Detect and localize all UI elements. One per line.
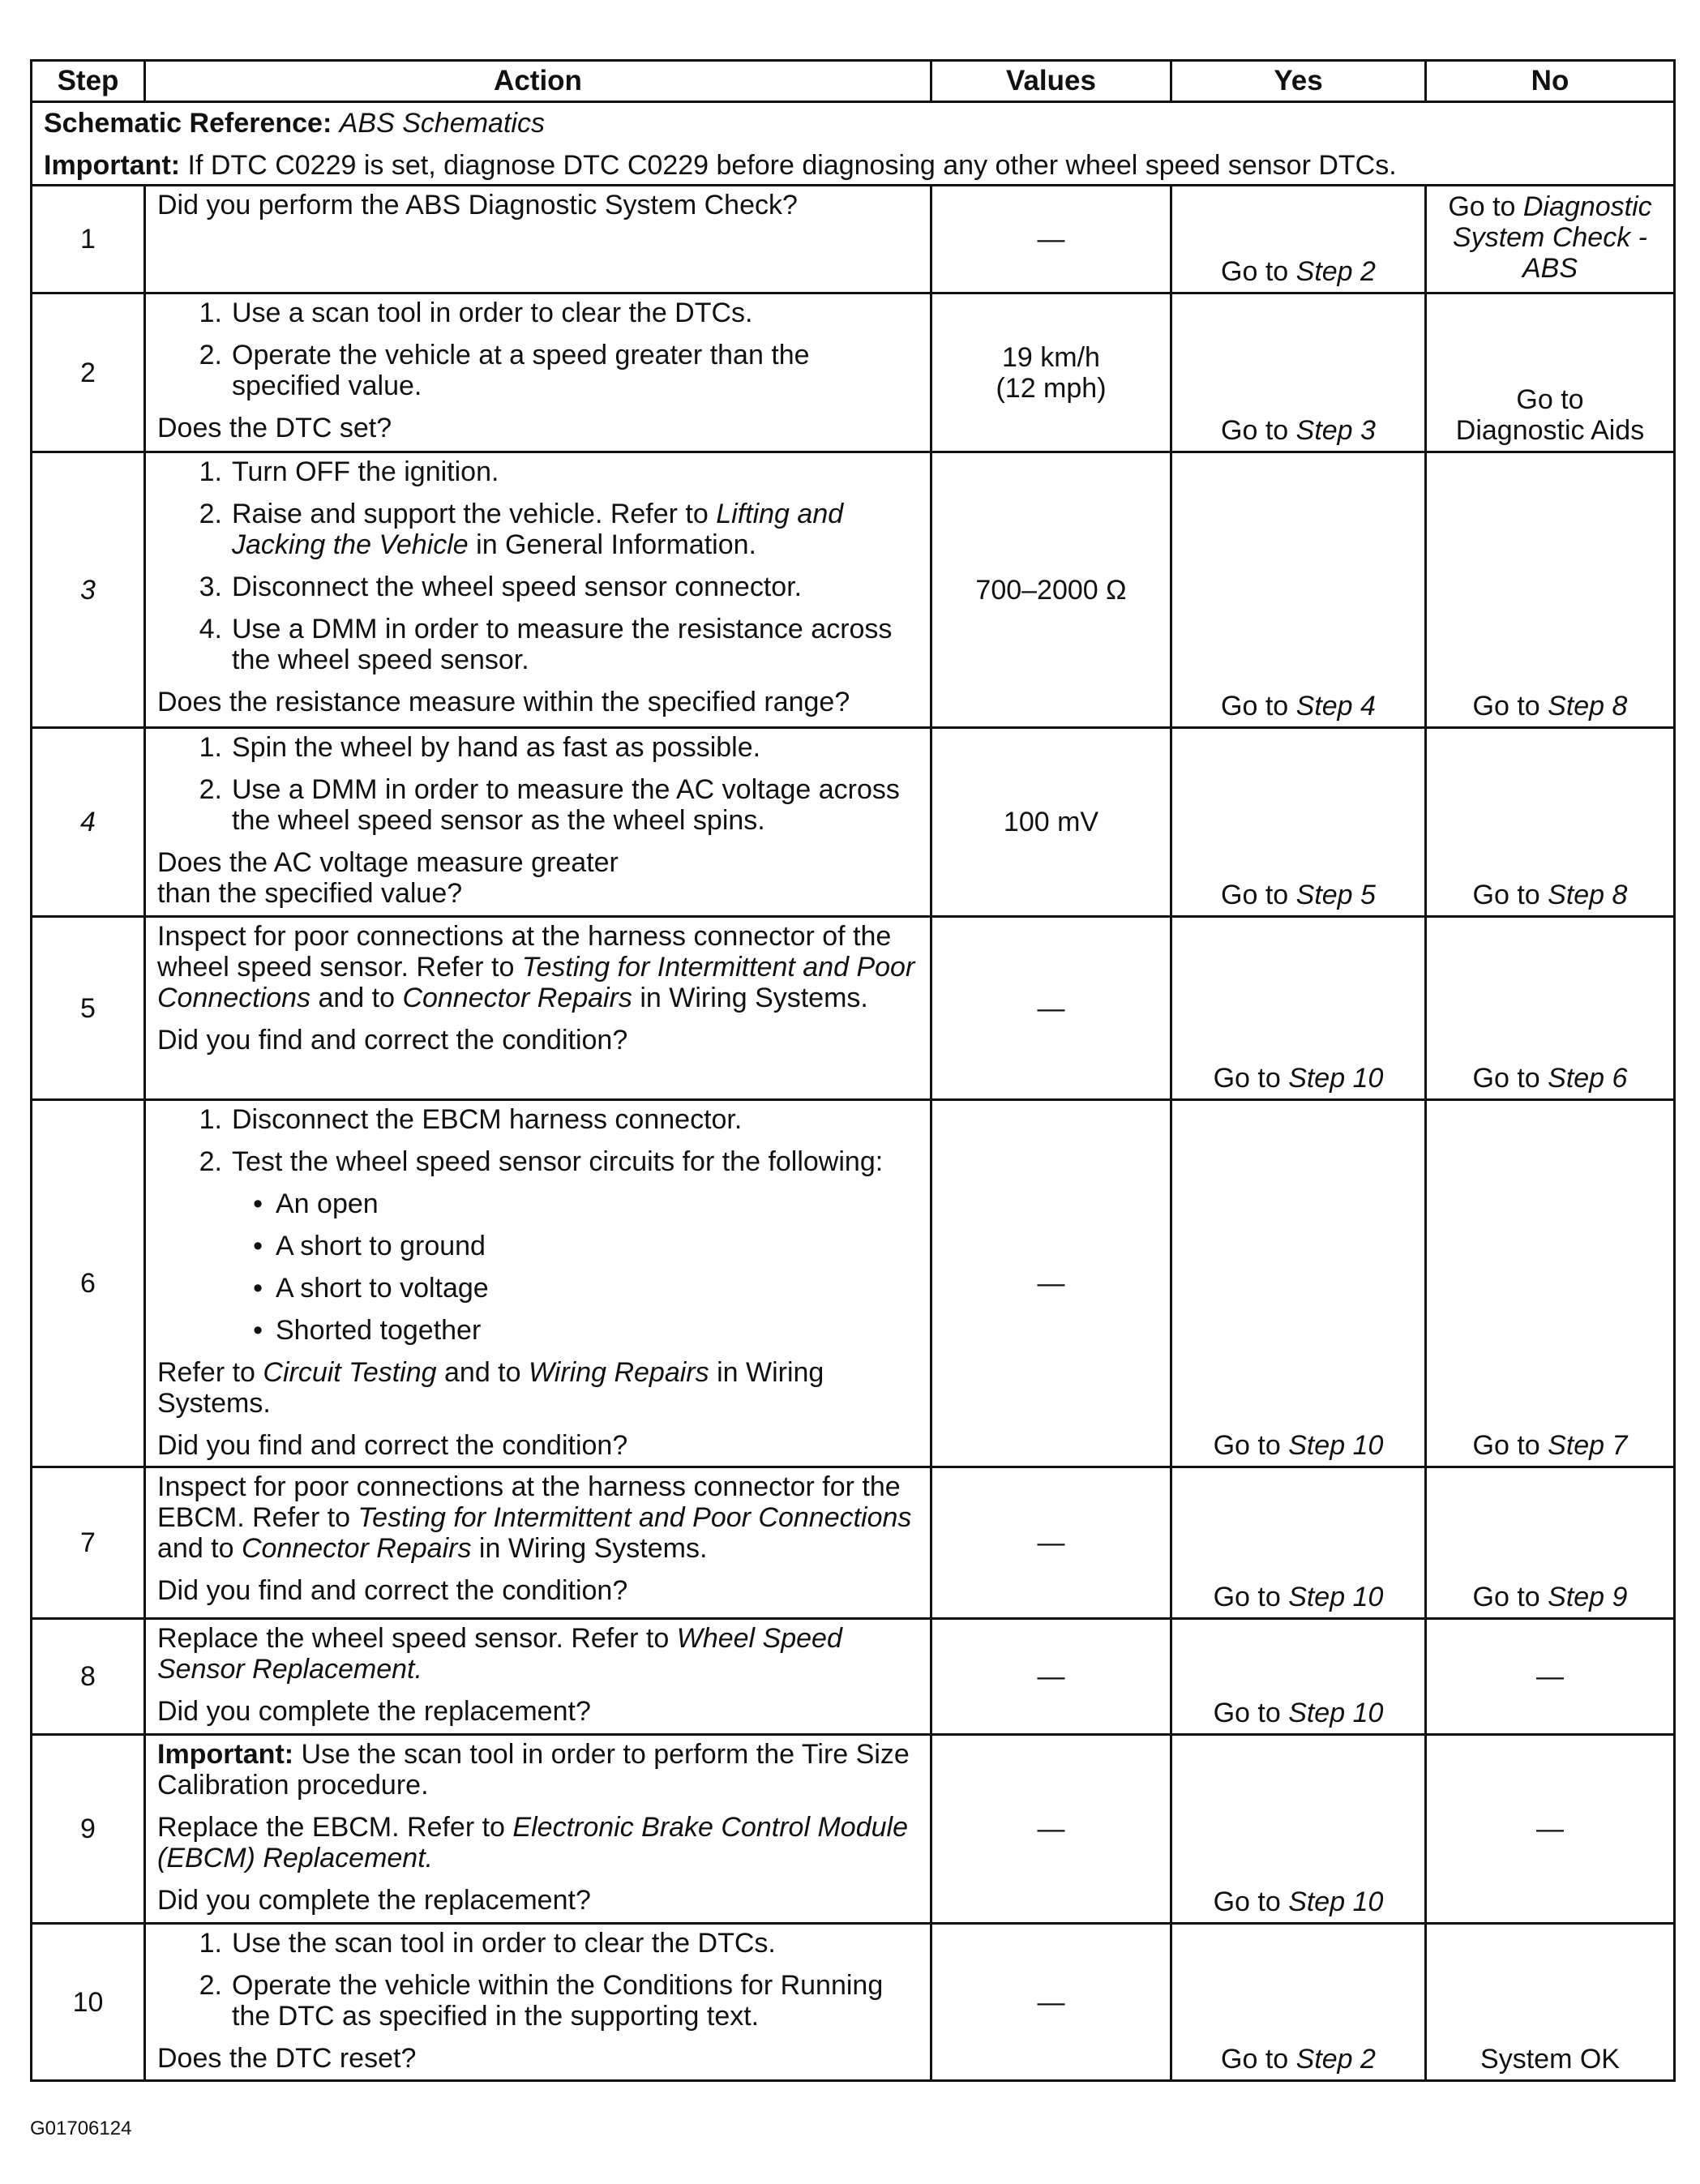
bullet-item: • A short to ground: [253, 1231, 486, 1261]
figure-id: G01706124: [30, 2118, 132, 2139]
yes-instruction: [1172, 1886, 1424, 1917]
reference-link[interactable]: Testing for Intermittent and Poor Connections: [157, 952, 915, 1013]
list-item: 2. Test the wheel speed sensor circuits for the following:: [199, 1146, 884, 1177]
list-item: 2. Operate the vehicle at a speed greater than the specified value.: [199, 340, 810, 401]
yes-text: Go to: [1221, 415, 1296, 446]
step-number: 9: [32, 1735, 145, 1924]
yes-link[interactable]: Step 4: [1295, 691, 1376, 722]
step-instruction: Inspect for poor connections at the harness connector for the EBCM. Refer to Testing for Intermittent and Poor Connections and to Connector Repairs in Wiring Systems.: [157, 1471, 912, 1564]
step-row-5: [32, 917, 1675, 1100]
no-link[interactable]: Step 6: [1548, 1063, 1628, 1094]
no-link[interactable]: Step 7: [1548, 1430, 1628, 1461]
step-action: [145, 1735, 931, 1924]
list-item: 4. Use a DMM in order to measure the resistance across the wheel speed sensor.: [199, 614, 893, 675]
step-number: 3: [32, 452, 145, 728]
yes-instruction: [1172, 1430, 1424, 1461]
step-question: Does the AC voltage measure greater than the specified value?: [157, 847, 619, 909]
action-list: [157, 1104, 922, 1177]
step-number: 5: [32, 917, 145, 1100]
yes-link[interactable]: Step 10: [1288, 1698, 1384, 1728]
yes-text: Go to: [1213, 1582, 1289, 1612]
header-no: No: [1426, 61, 1675, 102]
step-yes: [1171, 917, 1426, 1100]
step-number: 4: [32, 728, 145, 917]
header-row: [32, 61, 1675, 102]
no-link[interactable]: Step 8: [1548, 691, 1628, 722]
yes-link[interactable]: Step 3: [1295, 415, 1376, 446]
step-question: Did you complete the replacement?: [157, 1885, 591, 1916]
reference-link[interactable]: Circuit Testing: [263, 1357, 437, 1388]
yes-instruction: [1172, 1063, 1424, 1094]
step-no: [1426, 1735, 1675, 1924]
step-instruction: Replace the wheel speed sensor. Refer to Wheel Speed Sensor Replacement.: [157, 1623, 842, 1685]
list-item: 2. Operate the vehicle within the Conditions for Running the DTC as specified in the supporting text.: [199, 1970, 884, 2032]
step-action: [145, 1619, 931, 1735]
list-item: 3. Disconnect the wheel speed sensor connector.: [199, 572, 803, 602]
step-question: Does the resistance measure within the specified range?: [157, 687, 850, 717]
schematic-reference: [44, 108, 1662, 139]
header-step: Step: [32, 61, 145, 102]
yes-instruction: [1172, 2044, 1424, 2075]
step-value: —: [931, 1100, 1171, 1467]
step-no: [1426, 293, 1675, 452]
step-yes: [1171, 728, 1426, 917]
step-no: [1426, 452, 1675, 728]
reference-link[interactable]: Testing for Intermittent and Poor Connections: [358, 1502, 912, 1533]
step-row-1: [32, 186, 1675, 293]
schematic-reference-label: Schematic Reference:: [44, 108, 332, 139]
action-list: [157, 298, 922, 401]
no-text: Go to: [1448, 191, 1523, 222]
no-instruction: [1427, 1063, 1673, 1094]
yes-link[interactable]: Step 2: [1295, 256, 1376, 287]
no-instruction[interactable]: [1427, 384, 1673, 446]
list-item: 1. Turn OFF the ignition.: [199, 456, 499, 487]
yes-text: Go to: [1213, 1063, 1289, 1094]
step-value: —: [931, 1924, 1171, 2081]
no-text: Go to: [1472, 880, 1548, 910]
step-action: [145, 1467, 931, 1619]
yes-instruction: [1172, 880, 1424, 910]
step-value: —: [931, 186, 1171, 293]
step-yes: [1171, 1467, 1426, 1619]
step-row-4: [32, 728, 1675, 917]
step-yes: [1171, 1100, 1426, 1467]
step-question: Does the DTC reset?: [157, 2043, 417, 2074]
step-row-10: [32, 1924, 1675, 2081]
step-question: Did you find and correct the condition?: [157, 1430, 628, 1461]
yes-text: Go to: [1221, 880, 1296, 910]
reference-link[interactable]: Connector Repairs: [241, 1533, 472, 1564]
important-note: [44, 150, 1662, 181]
step-number: 7: [32, 1467, 145, 1619]
action-list: [157, 1928, 922, 2032]
header-values: Values: [931, 61, 1171, 102]
yes-instruction: [1172, 691, 1424, 722]
yes-link[interactable]: Step 2: [1295, 2044, 1376, 2075]
step-question: Did you complete the replacement?: [157, 1696, 591, 1727]
no-link[interactable]: Diagnostic System Check - ABS: [1453, 191, 1652, 284]
step-yes: [1171, 1619, 1426, 1735]
no-instruction: System OK: [1480, 2044, 1620, 2075]
no-instruction: [1427, 880, 1673, 910]
schematic-reference-link[interactable]: ABS Schematics: [339, 108, 545, 139]
yes-text: Go to: [1213, 1430, 1289, 1461]
no-text: Go to: [1472, 691, 1548, 722]
no-instruction: [1427, 1582, 1673, 1612]
step-row-3: [32, 452, 1675, 728]
yes-link[interactable]: Step 5: [1295, 880, 1376, 910]
step-no: [1426, 1467, 1675, 1619]
step-row-2: [32, 293, 1675, 452]
step-question: Did you perform the ABS Diagnostic System Check?: [157, 190, 798, 221]
reference-row: [32, 102, 1675, 186]
header-yes: Yes: [1171, 61, 1426, 102]
no-text: Go to: [1472, 1582, 1548, 1612]
step-action: [145, 293, 931, 452]
step-question: Did you find and correct the condition?: [157, 1025, 628, 1056]
no-text: Go to: [1472, 1063, 1548, 1094]
step-question: Did you find and correct the condition?: [157, 1575, 628, 1606]
reference-link[interactable]: Wheel Speed Sensor Replacement.: [157, 1623, 842, 1685]
step-no: [1426, 728, 1675, 917]
step-action: [145, 1100, 931, 1467]
no-instruction: [1427, 691, 1673, 722]
no-instruction: —: [1536, 1814, 1564, 1844]
step-value: —: [931, 1619, 1171, 1735]
step-value: —: [931, 1735, 1171, 1924]
bullet-item: • A short to voltage: [253, 1273, 489, 1304]
step-value: —: [931, 1467, 1171, 1619]
step-row-7: [32, 1467, 1675, 1619]
yes-text: Go to: [1213, 1698, 1289, 1728]
step-yes: [1171, 1924, 1426, 2081]
important-note-label: Important:: [44, 150, 181, 181]
value-text: 19 km/h (12 mph): [996, 341, 1107, 404]
reference-link[interactable]: Connector Repairs: [402, 983, 632, 1013]
step-yes: [1171, 452, 1426, 728]
action-list: [157, 456, 922, 675]
step-no: [1426, 1924, 1675, 2081]
step-value: 700–2000 Ω: [931, 452, 1171, 728]
yes-text: Go to: [1221, 691, 1296, 722]
step-instruction: Replace the EBCM. Refer to Electronic Brake Control Module (EBCM) Replacement.: [157, 1812, 908, 1874]
list-item: 2. Raise and support the vehicle. Refer to Lifting and Jacking the Vehicle in General Information.: [199, 499, 844, 560]
step-action: [145, 917, 931, 1100]
step-row-8: [32, 1619, 1675, 1735]
step-action: [145, 1924, 931, 2081]
reference-link[interactable]: Electronic Brake Control Module (EBCM) Replacement.: [157, 1812, 908, 1874]
no-instruction: [1427, 1430, 1673, 1461]
step-no: [1426, 917, 1675, 1100]
list-item: 1. Use the scan tool in order to clear the DTCs.: [199, 1928, 776, 1959]
important-label: Important:: [157, 1739, 294, 1770]
header-action: Action: [145, 61, 931, 102]
yes-link[interactable]: Step 10: [1288, 1430, 1384, 1461]
list-item: 1. Use a scan tool in order to clear the DTCs.: [199, 298, 753, 328]
step-no: [1426, 186, 1675, 293]
yes-link[interactable]: Step 10: [1288, 1063, 1384, 1094]
step-no: [1426, 1619, 1675, 1735]
yes-text: Go to: [1221, 256, 1296, 287]
step-number: 2: [32, 293, 145, 452]
list-item: 1. Spin the wheel by hand as fast as possible.: [199, 732, 761, 763]
step-number: 6: [32, 1100, 145, 1467]
step-question: Does the DTC set?: [157, 413, 392, 443]
step-number: 1: [32, 186, 145, 293]
bullet-list: [157, 1188, 922, 1346]
no-link[interactable]: Step 8: [1548, 880, 1628, 910]
yes-text: Go to: [1213, 1886, 1289, 1917]
step-important: Important: Use the scan tool in order to perform the Tire Size Calibration procedure.: [157, 1739, 910, 1801]
no-text: Go to: [1472, 1430, 1548, 1461]
step-value: —: [931, 917, 1171, 1100]
yes-instruction: [1172, 256, 1424, 287]
yes-instruction: [1172, 1582, 1424, 1612]
list-item: 2. Use a DMM in order to measure the AC voltage across the wheel speed sensor as the wheel spins.: [199, 774, 900, 836]
yes-link[interactable]: Step 10: [1288, 1582, 1384, 1612]
step-row-9: [32, 1735, 1675, 1924]
no-instruction: [1427, 186, 1673, 284]
yes-text: Go to: [1221, 2044, 1296, 2075]
step-instruction: Inspect for poor connections at the harness connector of the wheel speed sensor. Refer to Testing for Intermittent and Poor Connections and to Connector Repairs in Wiring Systems.: [157, 921, 915, 1013]
yes-instruction: [1172, 1698, 1424, 1728]
bullet-item: • An open: [253, 1188, 379, 1219]
reference-link[interactable]: Lifting and Jacking the Vehicle: [232, 499, 844, 560]
step-value: 100 mV: [931, 728, 1171, 917]
step-yes: [1171, 1735, 1426, 1924]
no-instruction: —: [1536, 1661, 1564, 1692]
step-number: 8: [32, 1619, 145, 1735]
step-yes: [1171, 293, 1426, 452]
action-list: [157, 732, 922, 836]
reference-link[interactable]: Wiring Repairs: [528, 1357, 709, 1388]
diagnostic-table: [30, 59, 1676, 2082]
diagnostic-table-container: [30, 59, 1673, 2082]
step-action: [145, 728, 931, 917]
bullet-item: • Shorted together: [253, 1315, 482, 1346]
step-row-6: [32, 1100, 1675, 1467]
step-action: [145, 186, 931, 293]
step-instruction: Refer to Circuit Testing and to Wiring Repairs in Wiring Systems.: [157, 1357, 824, 1419]
step-yes: [1171, 186, 1426, 293]
no-text: Go to Diagnostic Aids: [1455, 384, 1645, 446]
step-number: 10: [32, 1924, 145, 2081]
yes-link[interactable]: Step 10: [1288, 1886, 1384, 1917]
step-no: [1426, 1100, 1675, 1467]
step-action: [145, 452, 931, 728]
important-note-text: If DTC C0229 is set, diagnose DTC C0229 before diagnosing any other wheel speed sensor DTCs.: [187, 150, 1397, 181]
list-item: 1. Disconnect the EBCM harness connector.: [199, 1104, 743, 1135]
yes-instruction: [1172, 415, 1424, 446]
no-link[interactable]: Step 9: [1548, 1582, 1628, 1612]
step-value: [931, 293, 1171, 452]
reference-cell: [32, 102, 1675, 186]
